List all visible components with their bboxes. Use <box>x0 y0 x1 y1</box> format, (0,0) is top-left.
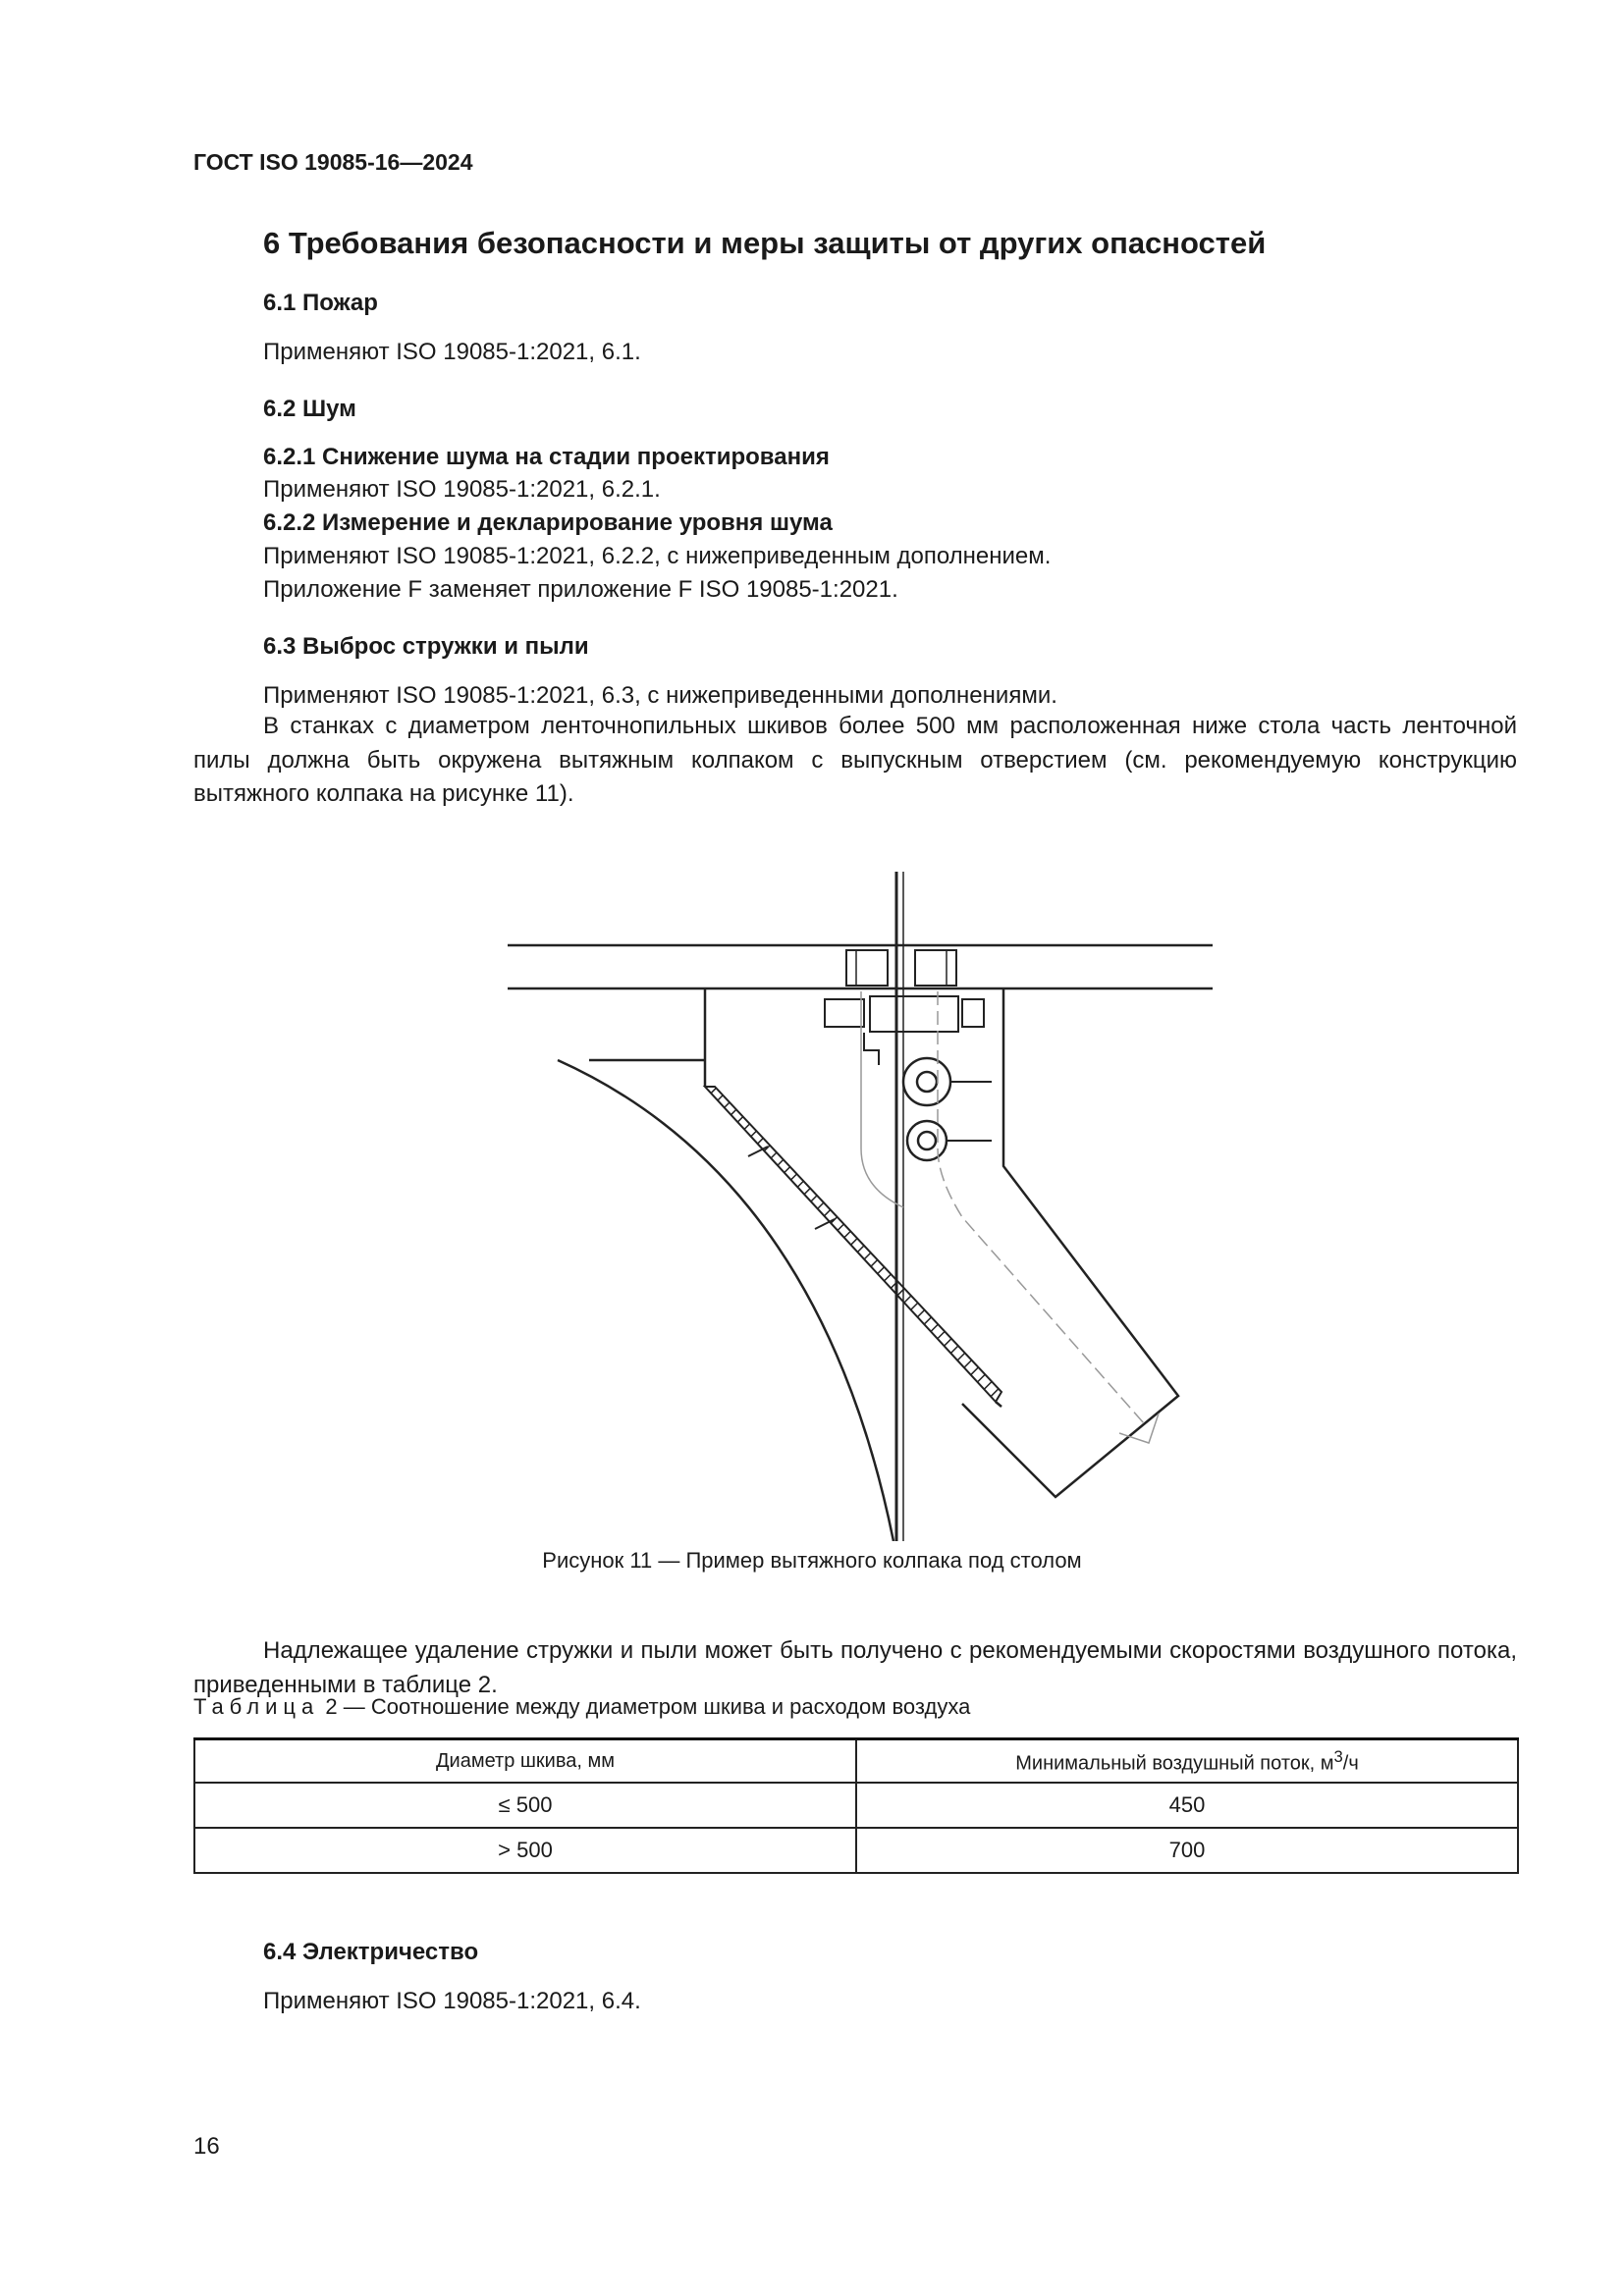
section-6-3-text-1: Применяют ISO 19085-1:2021, 6.3, с нижеприведенными дополнениями. <box>263 682 1057 709</box>
col-header-diameter: Диаметр шкива, мм <box>194 1739 856 1784</box>
section-6-4-title: 6.4 Электричество <box>263 1939 479 1965</box>
table-header-row <box>194 1739 1518 1784</box>
section-6-3-title: 6.3 Выброс стружки и пыли <box>263 633 589 660</box>
cell-flow: 700 <box>856 1828 1518 1873</box>
guide-block-right <box>915 950 956 986</box>
section-6-2-2-text-1: Применяют ISO 19085-1:2021, 6.2.2, с нижеприведенным дополнением. <box>263 543 1052 569</box>
table-row <box>194 1783 1518 1828</box>
guide-knob-left <box>825 999 864 1027</box>
airflow-table <box>193 1737 1519 1874</box>
cell-diameter: ≤ 500 <box>194 1783 856 1828</box>
guide-roller-lower-hub <box>918 1132 936 1149</box>
col-header-airflow-tail: /ч <box>1342 1752 1359 1775</box>
table-row <box>194 1828 1518 1873</box>
section-6-3-text-3: Надлежащее удаление стружки и пыли может быть получено с рекомендуемыми скоростями воздушного потока, приведенными в таблице 2. <box>193 1637 1517 1698</box>
table-label: Таблица <box>193 1694 320 1719</box>
col-header-airflow <box>856 1739 1518 1784</box>
table-caption-text: 2 — Соотношение между диаметром шкива и расходом воздуха <box>325 1694 971 1719</box>
cell-flow: 450 <box>856 1783 1518 1828</box>
figure-caption: Рисунок 11 — Пример вытяжного колпака под столом <box>542 1548 1082 1573</box>
exhaust-hood-figure <box>491 854 1218 1541</box>
hatched-deflector <box>705 1087 1001 1402</box>
cell-diameter: > 500 <box>194 1828 856 1873</box>
section-6-2-2-title: 6.2.2 Измерение и декларирование уровня шума <box>263 509 833 536</box>
document-header: ГОСТ ISO 19085-16—2024 <box>193 149 473 175</box>
guide-knob-right <box>962 999 984 1027</box>
section-6-1-title: 6.1 Пожар <box>263 290 378 316</box>
section-6-2-1-text: Применяют ISO 19085-1:2021, 6.2.1. <box>263 476 661 503</box>
guide-bracket <box>870 996 958 1032</box>
section-6-3-text-2: В станках с диаметром ленточнопильных шкивов более 500 мм расположенная ниже стола часть ленточной пилы должна быть окружена вытяжным колпаком с выпускным отверстием (см. рекомендуемую конструкцию вытяжного колпака на рисунке 11). <box>193 713 1517 807</box>
guide-arm <box>864 1033 879 1065</box>
section-6-2-2-text-2: Приложение F заменяет приложение F ISO 19085-1:2021. <box>263 576 898 603</box>
deflector-tip <box>996 1402 1001 1407</box>
guide-roller-lower <box>907 1121 947 1160</box>
saw-wheel-arc <box>558 1060 893 1541</box>
section-6-title: 6 Требования безопасности и меры защиты от других опасностей <box>263 226 1267 260</box>
col-header-airflow-sup: 3 <box>1333 1746 1343 1766</box>
col-header-airflow-text: Минимальный воздушный поток, м <box>1015 1752 1334 1775</box>
section-6-1-text: Применяют ISO 19085-1:2021, 6.1. <box>263 339 641 365</box>
guide-block-left <box>846 950 888 986</box>
guide-roller-upper <box>903 1058 950 1105</box>
section-6-2-title: 6.2 Шум <box>263 396 356 422</box>
guide-roller-upper-hub <box>917 1072 937 1092</box>
section-6-4-text: Применяют ISO 19085-1:2021, 6.4. <box>263 1988 641 2014</box>
table-caption <box>193 1694 970 1720</box>
section-6-2-1-title: 6.2.1 Снижение шума на стадии проектирования <box>263 444 830 470</box>
hood-right-wall <box>962 988 1178 1497</box>
page-number: 16 <box>193 2133 220 2160</box>
